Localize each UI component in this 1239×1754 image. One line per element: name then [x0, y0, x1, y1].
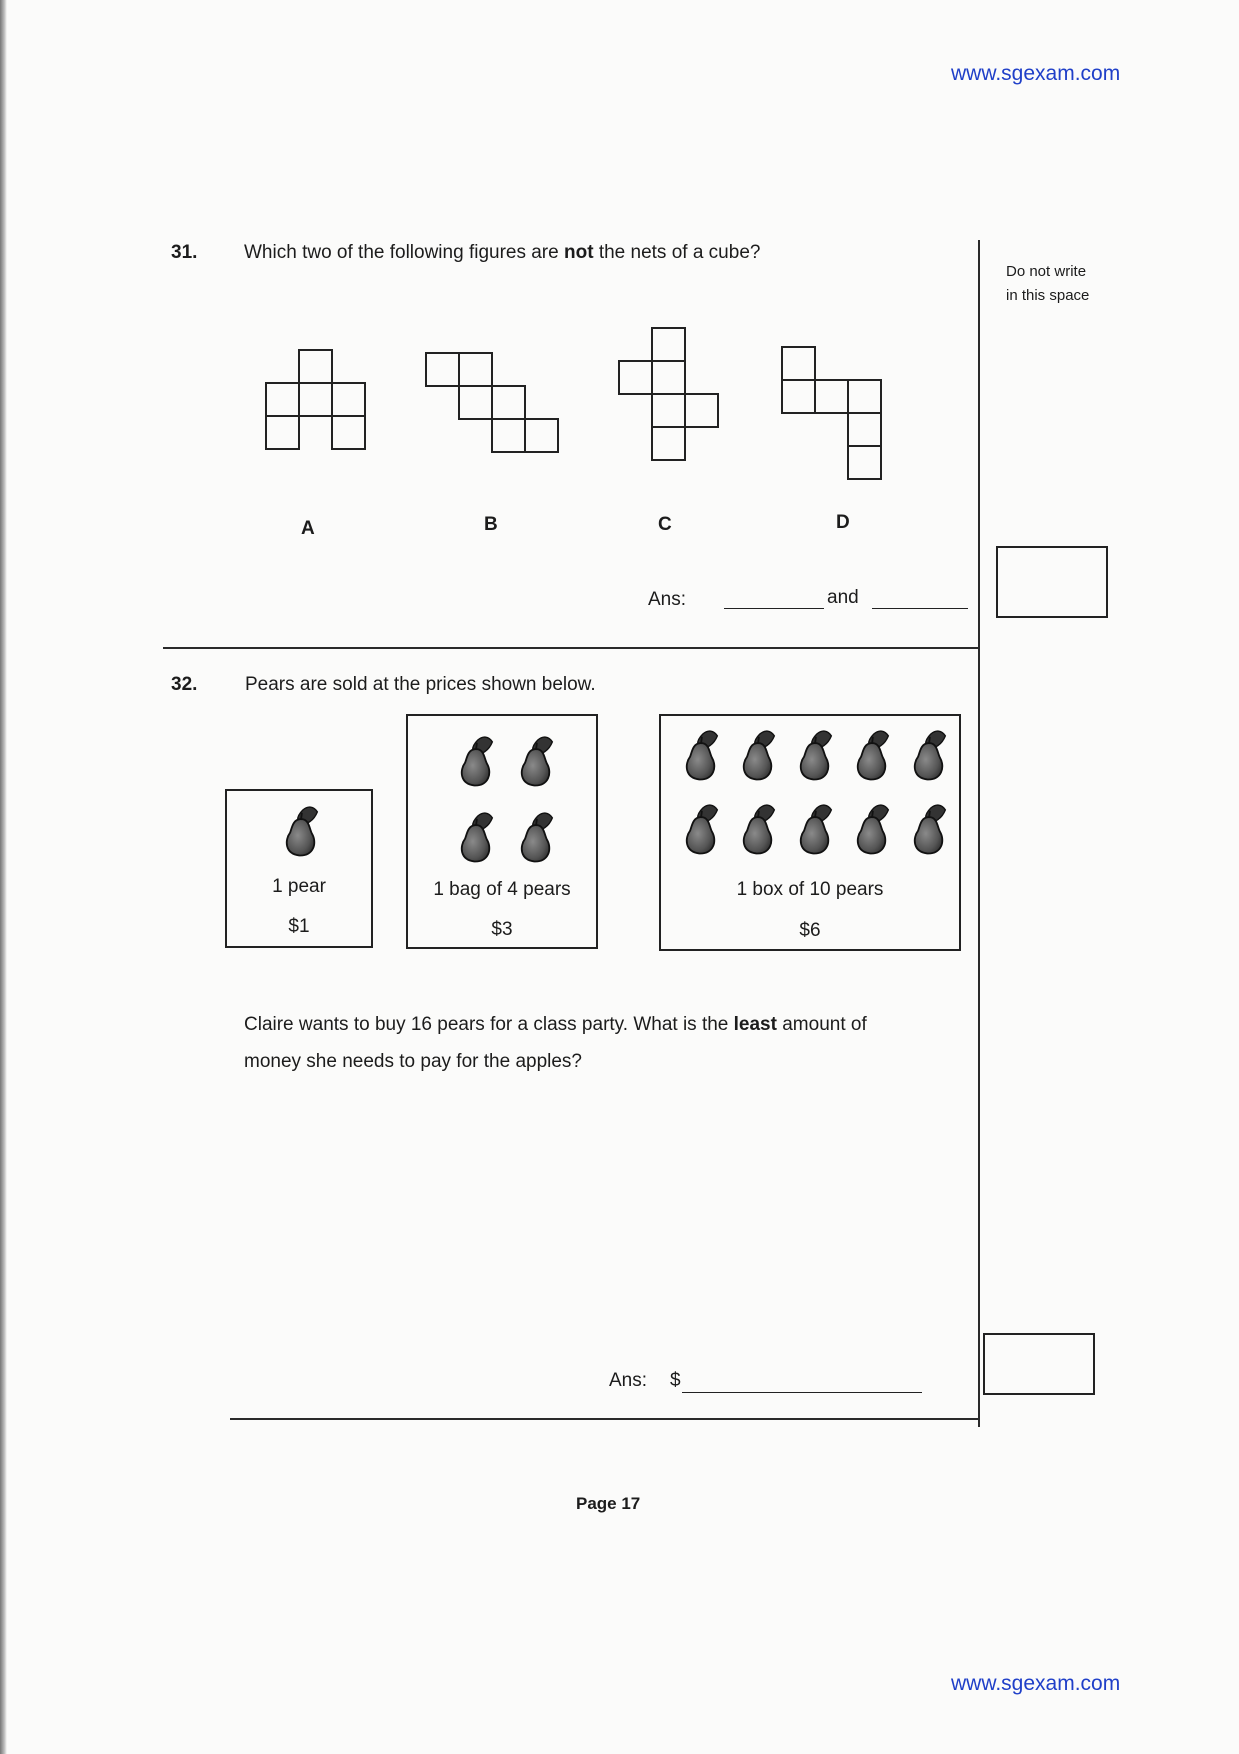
q32-question	[244, 1006, 867, 1080]
pear-icon	[456, 732, 496, 788]
q32-question-bold: least	[733, 1014, 777, 1035]
pear-icon	[281, 802, 321, 858]
pear-icon	[456, 808, 496, 864]
page-number: Page 17	[576, 1494, 641, 1513]
net-a-figure	[266, 350, 365, 449]
header-url[interactable]: www.sgexam.com	[951, 62, 1121, 85]
net-d-figure	[782, 347, 881, 479]
q31-text-bold: not	[564, 242, 594, 263]
offer-bag-price: $3	[491, 919, 513, 940]
q32-question-line2: money she needs to pay for the apples?	[244, 1051, 583, 1072]
net-b-figure	[426, 353, 558, 452]
net-label-d: D	[836, 512, 850, 533]
q31-text-start: Which two of the following figures are	[244, 242, 564, 263]
net-label-a: A	[301, 518, 315, 539]
pear-icon	[909, 800, 949, 856]
footer-url[interactable]: www.sgexam.com	[951, 1672, 1121, 1695]
offer-box-label: 1 box of 10 pears	[736, 879, 884, 900]
q31-answer-label: Ans:	[648, 589, 687, 610]
pear-icon	[795, 726, 835, 782]
net-label-b: B	[484, 514, 498, 535]
offer-box-of-10	[659, 714, 961, 951]
pear-icon	[738, 800, 778, 856]
offer-bag-of-4	[406, 714, 598, 949]
offer-single-price: $1	[288, 916, 310, 937]
q31-answer-blank-2[interactable]	[872, 588, 968, 609]
pear-icon	[795, 800, 835, 856]
pear-icon	[852, 800, 892, 856]
pear-icon	[738, 726, 778, 782]
offer-box-price: $6	[799, 920, 821, 941]
offer-single-pear	[225, 789, 373, 948]
q32-answer-blank[interactable]	[682, 1372, 922, 1393]
q31-number: 31.	[171, 242, 198, 263]
q32-intro: Pears are sold at the prices shown below.	[245, 674, 596, 695]
q31-text-end: the nets of a cube?	[593, 242, 761, 263]
margin-note-line2: in this space	[1006, 287, 1090, 304]
q32-number: 32.	[171, 674, 198, 695]
q32-question-start: Claire wants to buy 16 pears for a class party. What is the	[244, 1014, 734, 1035]
q32-question-line1	[244, 1006, 867, 1043]
q32-answer-label: Ans:	[609, 1370, 648, 1391]
offer-bag-label: 1 bag of 4 pears	[433, 879, 571, 900]
q31-answer-and: and	[827, 587, 859, 608]
pear-icon	[852, 726, 892, 782]
pear-icon	[681, 800, 721, 856]
bottom-rule	[230, 1418, 979, 1420]
q32-question-end: amount of	[776, 1014, 867, 1035]
q32-answer-currency: $	[670, 1370, 681, 1391]
score-box-q32	[983, 1333, 1095, 1395]
margin-note-line1: Do not write	[1006, 263, 1087, 280]
net-c-figure	[619, 328, 718, 460]
pear-icon	[909, 726, 949, 782]
q31-answer-blank-1[interactable]	[724, 588, 824, 609]
pear-icon	[516, 732, 556, 788]
cube-nets	[0, 0, 1239, 560]
question-divider	[163, 647, 979, 649]
offer-single-label: 1 pear	[272, 876, 326, 897]
pear-icon	[516, 808, 556, 864]
pear-icon	[681, 726, 721, 782]
net-label-c: C	[658, 514, 672, 535]
